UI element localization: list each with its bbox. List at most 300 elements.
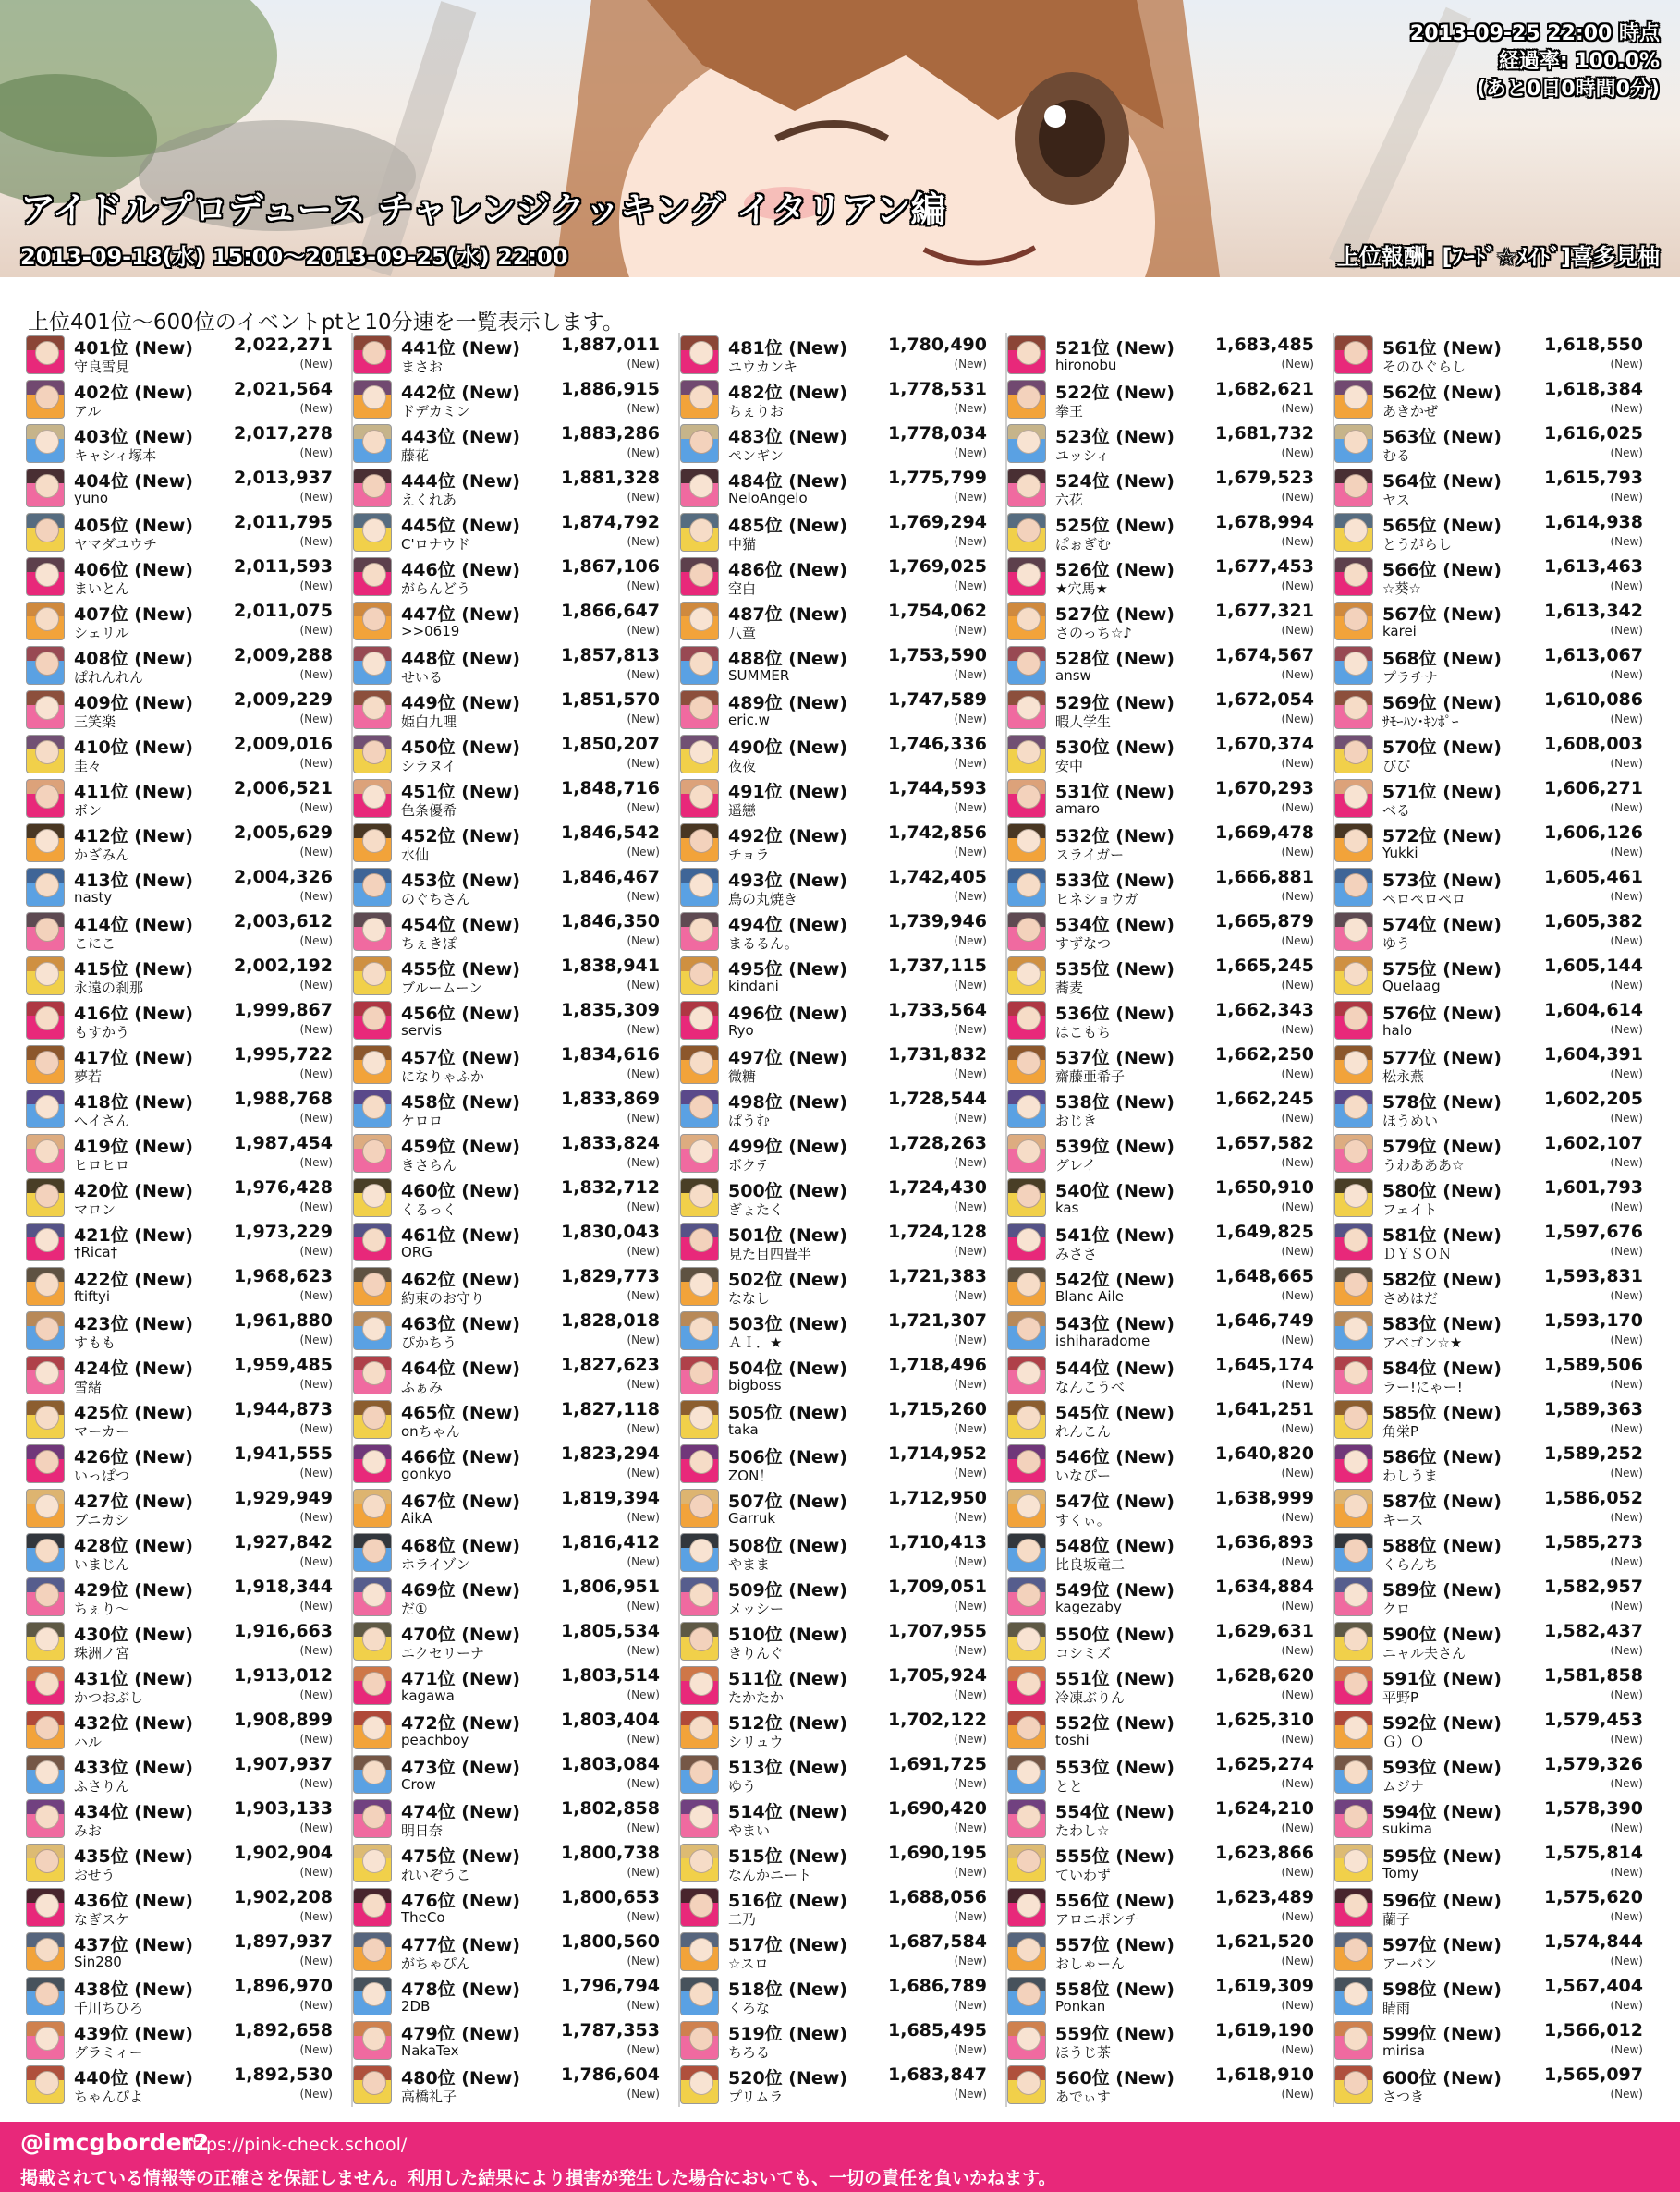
rank-label: 419位 (New) [74, 1137, 193, 1157]
ten-minute-speed: (New) [627, 1289, 660, 1302]
ranking-entry [1007, 688, 1327, 732]
idol-avatar-icon [680, 424, 719, 463]
idol-avatar-icon [26, 1267, 65, 1306]
rank-label: 510位 (New) [728, 1625, 847, 1645]
idol-avatar-icon [1007, 646, 1046, 685]
ranking-entry [1334, 1663, 1656, 1708]
producer-name: ＡＩ．★ [728, 1334, 783, 1351]
rank-label: 575位 (New) [1382, 959, 1502, 980]
event-points: 1,995,722 [234, 1044, 333, 1065]
rank-label: 569位 (New) [1382, 693, 1502, 713]
event-points: 1,648,665 [1215, 1266, 1314, 1286]
ten-minute-speed: (New) [1610, 1910, 1643, 1923]
idol-avatar-icon [1007, 1932, 1046, 1971]
producer-name: ボン [74, 802, 103, 819]
event-points: 1,802,858 [561, 1798, 660, 1819]
rank-label: 468位 (New) [401, 1536, 520, 1556]
event-points: 1,754,062 [888, 601, 987, 621]
idol-avatar-icon [26, 1356, 65, 1394]
ten-minute-speed: (New) [1610, 1999, 1643, 2012]
idol-avatar-icon [1334, 1711, 1373, 1749]
producer-name: さめはだ [1382, 1290, 1439, 1307]
rank-label: 458位 (New) [401, 1092, 520, 1113]
event-points: 1,589,252 [1544, 1443, 1643, 1464]
rank-label: 484位 (New) [728, 471, 847, 492]
ranking-entry [1334, 732, 1656, 776]
ten-minute-speed: (New) [299, 846, 333, 859]
ranking-entry [1334, 1486, 1656, 1530]
ten-minute-speed: (New) [627, 1600, 660, 1613]
idol-avatar-icon [1007, 2065, 1046, 2104]
producer-name: toshi [1055, 1732, 1090, 1748]
ten-minute-speed: (New) [1610, 624, 1643, 637]
event-points: 1,908,899 [234, 1710, 333, 1730]
event-points: 1,604,391 [1544, 1044, 1643, 1065]
rank-label: 577位 (New) [1382, 1048, 1502, 1068]
rank-label: 479位 (New) [401, 2024, 520, 2044]
idol-avatar-icon [1334, 646, 1373, 685]
ranking-entry [26, 510, 346, 554]
producer-name: おしゃーん [1055, 1955, 1126, 1972]
producer-name: 中猫 [728, 536, 757, 553]
ranking-entry [26, 1042, 346, 1087]
rank-label: 537位 (New) [1055, 1048, 1175, 1068]
ten-minute-speed: (New) [954, 1245, 987, 1258]
rank-label: 570位 (New) [1382, 737, 1502, 758]
idol-avatar-icon [680, 1444, 719, 1483]
site-link[interactable]: https://pink-check.school/ [181, 2135, 408, 2155]
event-points: 1,579,453 [1544, 1710, 1643, 1730]
producer-name: アーバン [1382, 1955, 1437, 1972]
producer-name: スライガー [1055, 846, 1125, 863]
event-points: 1,665,245 [1215, 956, 1314, 976]
ten-minute-speed: (New) [299, 1245, 333, 1258]
event-points: 1,968,623 [234, 1266, 333, 1286]
idol-avatar-icon [1334, 1489, 1373, 1528]
ten-minute-speed: (New) [1281, 1910, 1314, 1923]
ranking-entry [1007, 1796, 1327, 1841]
rank-label: 476位 (New) [401, 1891, 520, 1911]
rank-label: 531位 (New) [1055, 782, 1175, 802]
event-points: 1,597,676 [1544, 1222, 1643, 1242]
producer-name: ☆葵☆ [1382, 580, 1421, 597]
idol-avatar-icon [680, 469, 719, 507]
producer-name: ほうじ茶 [1055, 2044, 1112, 2061]
producer-name: はこもち [1055, 1024, 1112, 1041]
producer-name: くるっく [401, 1201, 457, 1218]
idol-avatar-icon [26, 912, 65, 951]
rank-label: 463位 (New) [401, 1314, 520, 1334]
idol-avatar-icon [1007, 1844, 1046, 1882]
rank-label: 597位 (New) [1382, 1935, 1502, 1955]
ten-minute-speed: (New) [1281, 1688, 1314, 1701]
rank-label: 417位 (New) [74, 1048, 193, 1068]
ten-minute-speed: (New) [954, 1600, 987, 1613]
rank-label: 421位 (New) [74, 1225, 193, 1246]
producer-name: 角栄P [1382, 1423, 1419, 1440]
ranking-entry [353, 1353, 673, 1397]
idol-avatar-icon [680, 912, 719, 951]
rank-label: 509位 (New) [728, 1580, 847, 1601]
idol-avatar-icon [680, 1356, 719, 1394]
rank-label: 470位 (New) [401, 1625, 520, 1645]
rank-label: 507位 (New) [728, 1492, 847, 1512]
rank-label: 533位 (New) [1055, 871, 1175, 891]
idol-avatar-icon [1334, 1844, 1373, 1882]
event-points: 1,913,012 [234, 1665, 333, 1686]
ranking-entry [353, 821, 673, 865]
event-points: 1,892,530 [234, 2064, 333, 2085]
idol-avatar-icon [353, 1090, 392, 1128]
ranking-entry [680, 510, 1000, 554]
twitter-handle[interactable]: @imcgborder2 [20, 2129, 210, 2156]
rank-label: 539位 (New) [1055, 1137, 1175, 1157]
idol-avatar-icon [680, 1223, 719, 1261]
idol-avatar-icon [680, 1489, 719, 1528]
producer-name: ふさりん [74, 1778, 130, 1795]
producer-name: 比良坂竜二 [1055, 1556, 1126, 1573]
producer-name: たかたか [728, 1689, 785, 1706]
event-points: 1,902,904 [234, 1843, 333, 1863]
ten-minute-speed: (New) [1281, 1112, 1314, 1125]
ten-minute-speed: (New) [627, 624, 660, 637]
event-points: 1,624,210 [1215, 1798, 1314, 1819]
idol-avatar-icon [1334, 912, 1373, 951]
event-points: 1,613,342 [1544, 601, 1643, 621]
producer-name: NakaTex [401, 2042, 459, 2059]
idol-avatar-icon [1007, 1400, 1046, 1439]
ranking-entry [1334, 1175, 1656, 1220]
idol-avatar-icon [1007, 1311, 1046, 1350]
ranking-entry [26, 2063, 346, 2107]
ranking-entry [26, 732, 346, 776]
ranking-entry [353, 1708, 673, 1752]
idol-avatar-icon [680, 557, 719, 596]
event-points: 1,830,043 [561, 1222, 660, 1242]
producer-name: とうがらし [1382, 536, 1453, 553]
event-points: 1,881,328 [561, 468, 660, 488]
rank-label: 527位 (New) [1055, 604, 1175, 625]
ten-minute-speed: (New) [1281, 535, 1314, 548]
ranking-entry [1334, 1309, 1656, 1353]
rank-label: 519位 (New) [728, 2024, 847, 2044]
event-points: 1,681,732 [1215, 423, 1314, 444]
idol-avatar-icon [353, 735, 392, 773]
idol-avatar-icon [1007, 735, 1046, 773]
idol-avatar-icon [353, 1932, 392, 1971]
ranking-entry [353, 421, 673, 466]
producer-name: へイさん [74, 1113, 130, 1129]
producer-name: マロン [74, 1201, 116, 1218]
ten-minute-speed: (New) [627, 579, 660, 592]
ranking-entry [353, 1131, 673, 1175]
producer-name: ユウカンキ [728, 359, 798, 375]
idol-avatar-icon [1007, 424, 1046, 463]
idol-avatar-icon [680, 1311, 719, 1350]
ranking-entry [1007, 1397, 1327, 1442]
ten-minute-speed: (New) [1281, 1245, 1314, 1258]
ten-minute-speed: (New) [299, 535, 333, 548]
ranking-entry [353, 1796, 673, 1841]
ten-minute-speed: (New) [627, 1333, 660, 1346]
ten-minute-speed: (New) [1610, 1688, 1643, 1701]
producer-name: キャシィ塚本 [74, 447, 157, 464]
rank-label: 526位 (New) [1055, 560, 1175, 580]
producer-name: gonkyo [401, 1466, 452, 1482]
rank-label: 501位 (New) [728, 1225, 847, 1246]
rank-label: 438位 (New) [74, 1979, 193, 2000]
producer-name: 蘭子 [1382, 1911, 1411, 1928]
ranking-entry [680, 1796, 1000, 1841]
ranking-entry [26, 1175, 346, 1220]
event-points: 1,705,924 [888, 1665, 987, 1686]
ten-minute-speed: (New) [299, 712, 333, 725]
ranking-column [353, 333, 680, 2107]
ten-minute-speed: (New) [627, 535, 660, 548]
rank-label: 460位 (New) [401, 1181, 520, 1201]
event-points: 1,662,245 [1215, 1089, 1314, 1109]
ranking-entry [26, 1619, 346, 1663]
ten-minute-speed: (New) [299, 1156, 333, 1169]
ranking-entry [353, 1974, 673, 2018]
producer-name: ケロロ [401, 1113, 444, 1129]
rank-label: 445位 (New) [401, 516, 520, 536]
event-points: 1,582,957 [1544, 1577, 1643, 1597]
ten-minute-speed: (New) [1610, 1555, 1643, 1568]
remaining-time: (あと0日0時間0分) [1476, 78, 1660, 101]
idol-avatar-icon [680, 1622, 719, 1661]
producer-name: ★穴馬★ [1055, 580, 1108, 597]
idol-avatar-icon [680, 1666, 719, 1705]
idol-avatar-icon [26, 1799, 65, 1838]
rank-label: 568位 (New) [1382, 649, 1502, 669]
rank-label: 446位 (New) [401, 560, 520, 580]
ranking-entry [26, 1796, 346, 1841]
idol-avatar-icon [26, 1577, 65, 1616]
producer-name: きさらん [401, 1157, 457, 1174]
event-title: アイドルプロデュース チャレンジクッキング イタリアン編 [20, 189, 946, 230]
ranking-entry [1007, 1353, 1327, 1397]
idol-avatar-icon [1007, 469, 1046, 507]
idol-avatar-icon [680, 380, 719, 419]
idol-avatar-icon [1007, 1799, 1046, 1838]
ten-minute-speed: (New) [1281, 624, 1314, 637]
idol-avatar-icon [26, 1622, 65, 1661]
producer-name: ふぁみ [401, 1379, 444, 1395]
ranking-entry [680, 1220, 1000, 1264]
event-points: 1,805,534 [561, 1621, 660, 1641]
ten-minute-speed: (New) [954, 712, 987, 725]
rank-label: 517位 (New) [728, 1935, 847, 1955]
event-points: 1,851,570 [561, 689, 660, 710]
rank-label: 435位 (New) [74, 1846, 193, 1867]
event-points: 1,586,052 [1544, 1488, 1643, 1508]
ten-minute-speed: (New) [954, 934, 987, 947]
ten-minute-speed: (New) [299, 1333, 333, 1346]
event-points: 1,589,363 [1544, 1399, 1643, 1419]
rank-label: 591位 (New) [1382, 1669, 1502, 1689]
idol-avatar-icon [1007, 1666, 1046, 1705]
event-points: 1,775,799 [888, 468, 987, 488]
producer-name: ゆう [1382, 935, 1411, 952]
event-points: 1,645,174 [1215, 1355, 1314, 1375]
ten-minute-speed: (New) [627, 846, 660, 859]
event-points: 1,688,056 [888, 1887, 987, 1907]
event-points: 1,683,485 [1215, 335, 1314, 355]
producer-name: グラミィー [74, 2044, 143, 2061]
ten-minute-speed: (New) [1281, 1777, 1314, 1790]
idol-avatar-icon [1007, 1533, 1046, 1572]
rank-label: 455位 (New) [401, 959, 520, 980]
ranking-entry [26, 1220, 346, 1264]
ranking-entry [680, 1486, 1000, 1530]
ten-minute-speed: (New) [954, 1333, 987, 1346]
rank-label: 561位 (New) [1382, 338, 1502, 359]
idol-avatar-icon [353, 690, 392, 729]
rank-label: 508位 (New) [728, 1536, 847, 1556]
ten-minute-speed: (New) [299, 402, 333, 415]
ranking-entry [1334, 998, 1656, 1042]
producer-name: えくれあ [401, 492, 457, 508]
idol-avatar-icon [26, 1888, 65, 1927]
idol-avatar-icon [1007, 1267, 1046, 1306]
ranking-entry [26, 421, 346, 466]
ranking-entry [353, 1042, 673, 1087]
ten-minute-speed: (New) [954, 1067, 987, 1080]
idol-avatar-icon [353, 868, 392, 907]
producer-name: ぴかちう [401, 1334, 457, 1351]
rank-label: 487位 (New) [728, 604, 847, 625]
rank-label: 411位 (New) [74, 782, 193, 802]
idol-avatar-icon [26, 1666, 65, 1705]
ranking-entry [1334, 865, 1656, 909]
ten-minute-speed: (New) [299, 1777, 333, 1790]
ten-minute-speed: (New) [627, 979, 660, 992]
ranking-entry [680, 1397, 1000, 1442]
event-points: 1,803,084 [561, 1754, 660, 1774]
event-points: 1,602,205 [1544, 1089, 1643, 1109]
idol-avatar-icon [353, 1755, 392, 1794]
producer-name: さのっち☆♪ [1055, 625, 1132, 641]
ranking-entry [1334, 954, 1656, 998]
ranking-entry [1007, 776, 1327, 821]
event-points: 1,610,086 [1544, 689, 1643, 710]
ranking-entry [353, 333, 673, 377]
ranking-entry [1007, 1131, 1327, 1175]
event-points: 1,961,880 [234, 1310, 333, 1331]
ranking-entry [1007, 1841, 1327, 1885]
idol-avatar-icon [1007, 335, 1046, 374]
idol-avatar-icon [353, 380, 392, 419]
idol-avatar-icon [1334, 469, 1373, 507]
rank-label: 542位 (New) [1055, 1270, 1175, 1290]
producer-name: すくぃ。 [1055, 1512, 1111, 1528]
event-points: 1,613,067 [1544, 645, 1643, 665]
idol-avatar-icon [680, 823, 719, 862]
producer-name: 姫白九哩 [401, 713, 457, 730]
event-points: 1,897,937 [234, 1931, 333, 1952]
producer-name: karei [1382, 623, 1417, 639]
ten-minute-speed: (New) [954, 979, 987, 992]
idol-avatar-icon [1007, 1489, 1046, 1528]
ranking-entry [680, 1708, 1000, 1752]
idol-avatar-icon [353, 1489, 392, 1528]
ten-minute-speed: (New) [954, 1910, 987, 1923]
ranking-entry [680, 554, 1000, 599]
ranking-entry [1007, 1530, 1327, 1575]
producer-name: フェイト [1382, 1201, 1438, 1218]
idol-avatar-icon [26, 557, 65, 596]
producer-name: 鳥の丸焼き [728, 891, 798, 907]
ten-minute-speed: (New) [1281, 2088, 1314, 2101]
ranking-entry [26, 599, 346, 643]
event-points: 1,796,794 [561, 1976, 660, 1996]
ten-minute-speed: (New) [1610, 1333, 1643, 1346]
ten-minute-speed: (New) [1610, 1023, 1643, 1036]
producer-name: 安中 [1055, 758, 1084, 774]
event-points: 1,677,453 [1215, 556, 1314, 577]
idol-avatar-icon [680, 1178, 719, 1217]
producer-name: halo [1382, 1022, 1413, 1039]
ranking-entry [353, 1752, 673, 1796]
ten-minute-speed: (New) [627, 668, 660, 681]
ranking-entry [680, 776, 1000, 821]
ranking-entry [680, 2018, 1000, 2063]
rank-label: 401位 (New) [74, 338, 193, 359]
ranking-entry [1334, 643, 1656, 688]
ranking-entry [353, 732, 673, 776]
ranking-entry [1334, 1841, 1656, 1885]
ranking-entry [1007, 1264, 1327, 1309]
idol-avatar-icon [26, 1311, 65, 1350]
producer-name: 珠洲ノ宮 [74, 1645, 130, 1662]
ten-minute-speed: (New) [299, 1866, 333, 1879]
ranking-entry [1334, 776, 1656, 821]
ranking-entry [680, 998, 1000, 1042]
ranking-entry [1007, 2018, 1327, 2063]
event-points: 1,742,405 [888, 867, 987, 887]
event-points: 1,625,274 [1215, 1754, 1314, 1774]
rank-label: 592位 (New) [1382, 1713, 1502, 1734]
event-points: 1,649,825 [1215, 1222, 1314, 1242]
ranking-entry [26, 466, 346, 510]
producer-name: みささ [1055, 1246, 1098, 1262]
idol-avatar-icon [680, 1977, 719, 2015]
idol-avatar-icon [1007, 1356, 1046, 1394]
ten-minute-speed: (New) [299, 446, 333, 459]
as-of-time: 2013-09-25 22:00 時点 [1409, 22, 1660, 45]
ten-minute-speed: (New) [1610, 1866, 1643, 1879]
producer-name: Ponkan [1055, 1998, 1106, 2015]
ten-minute-speed: (New) [1281, 1955, 1314, 1967]
ranking-entry [1007, 821, 1327, 865]
rank-label: 475位 (New) [401, 1846, 520, 1867]
idol-avatar-icon [1334, 1311, 1373, 1350]
idol-avatar-icon [26, 2021, 65, 2060]
event-points: 1,618,384 [1544, 379, 1643, 399]
ranking-entry [26, 954, 346, 998]
ranking-entry [353, 1486, 673, 1530]
producer-name: プラチナ [1382, 669, 1439, 686]
ranking-entry [1334, 821, 1656, 865]
producer-name: ぱぉぎむ [1055, 536, 1112, 553]
ten-minute-speed: (New) [299, 1555, 333, 1568]
ranking-entry [353, 1309, 673, 1353]
ten-minute-speed: (New) [954, 2043, 987, 2056]
idol-avatar-icon [353, 1666, 392, 1705]
event-points: 1,605,461 [1544, 867, 1643, 887]
idol-avatar-icon [1334, 1090, 1373, 1128]
